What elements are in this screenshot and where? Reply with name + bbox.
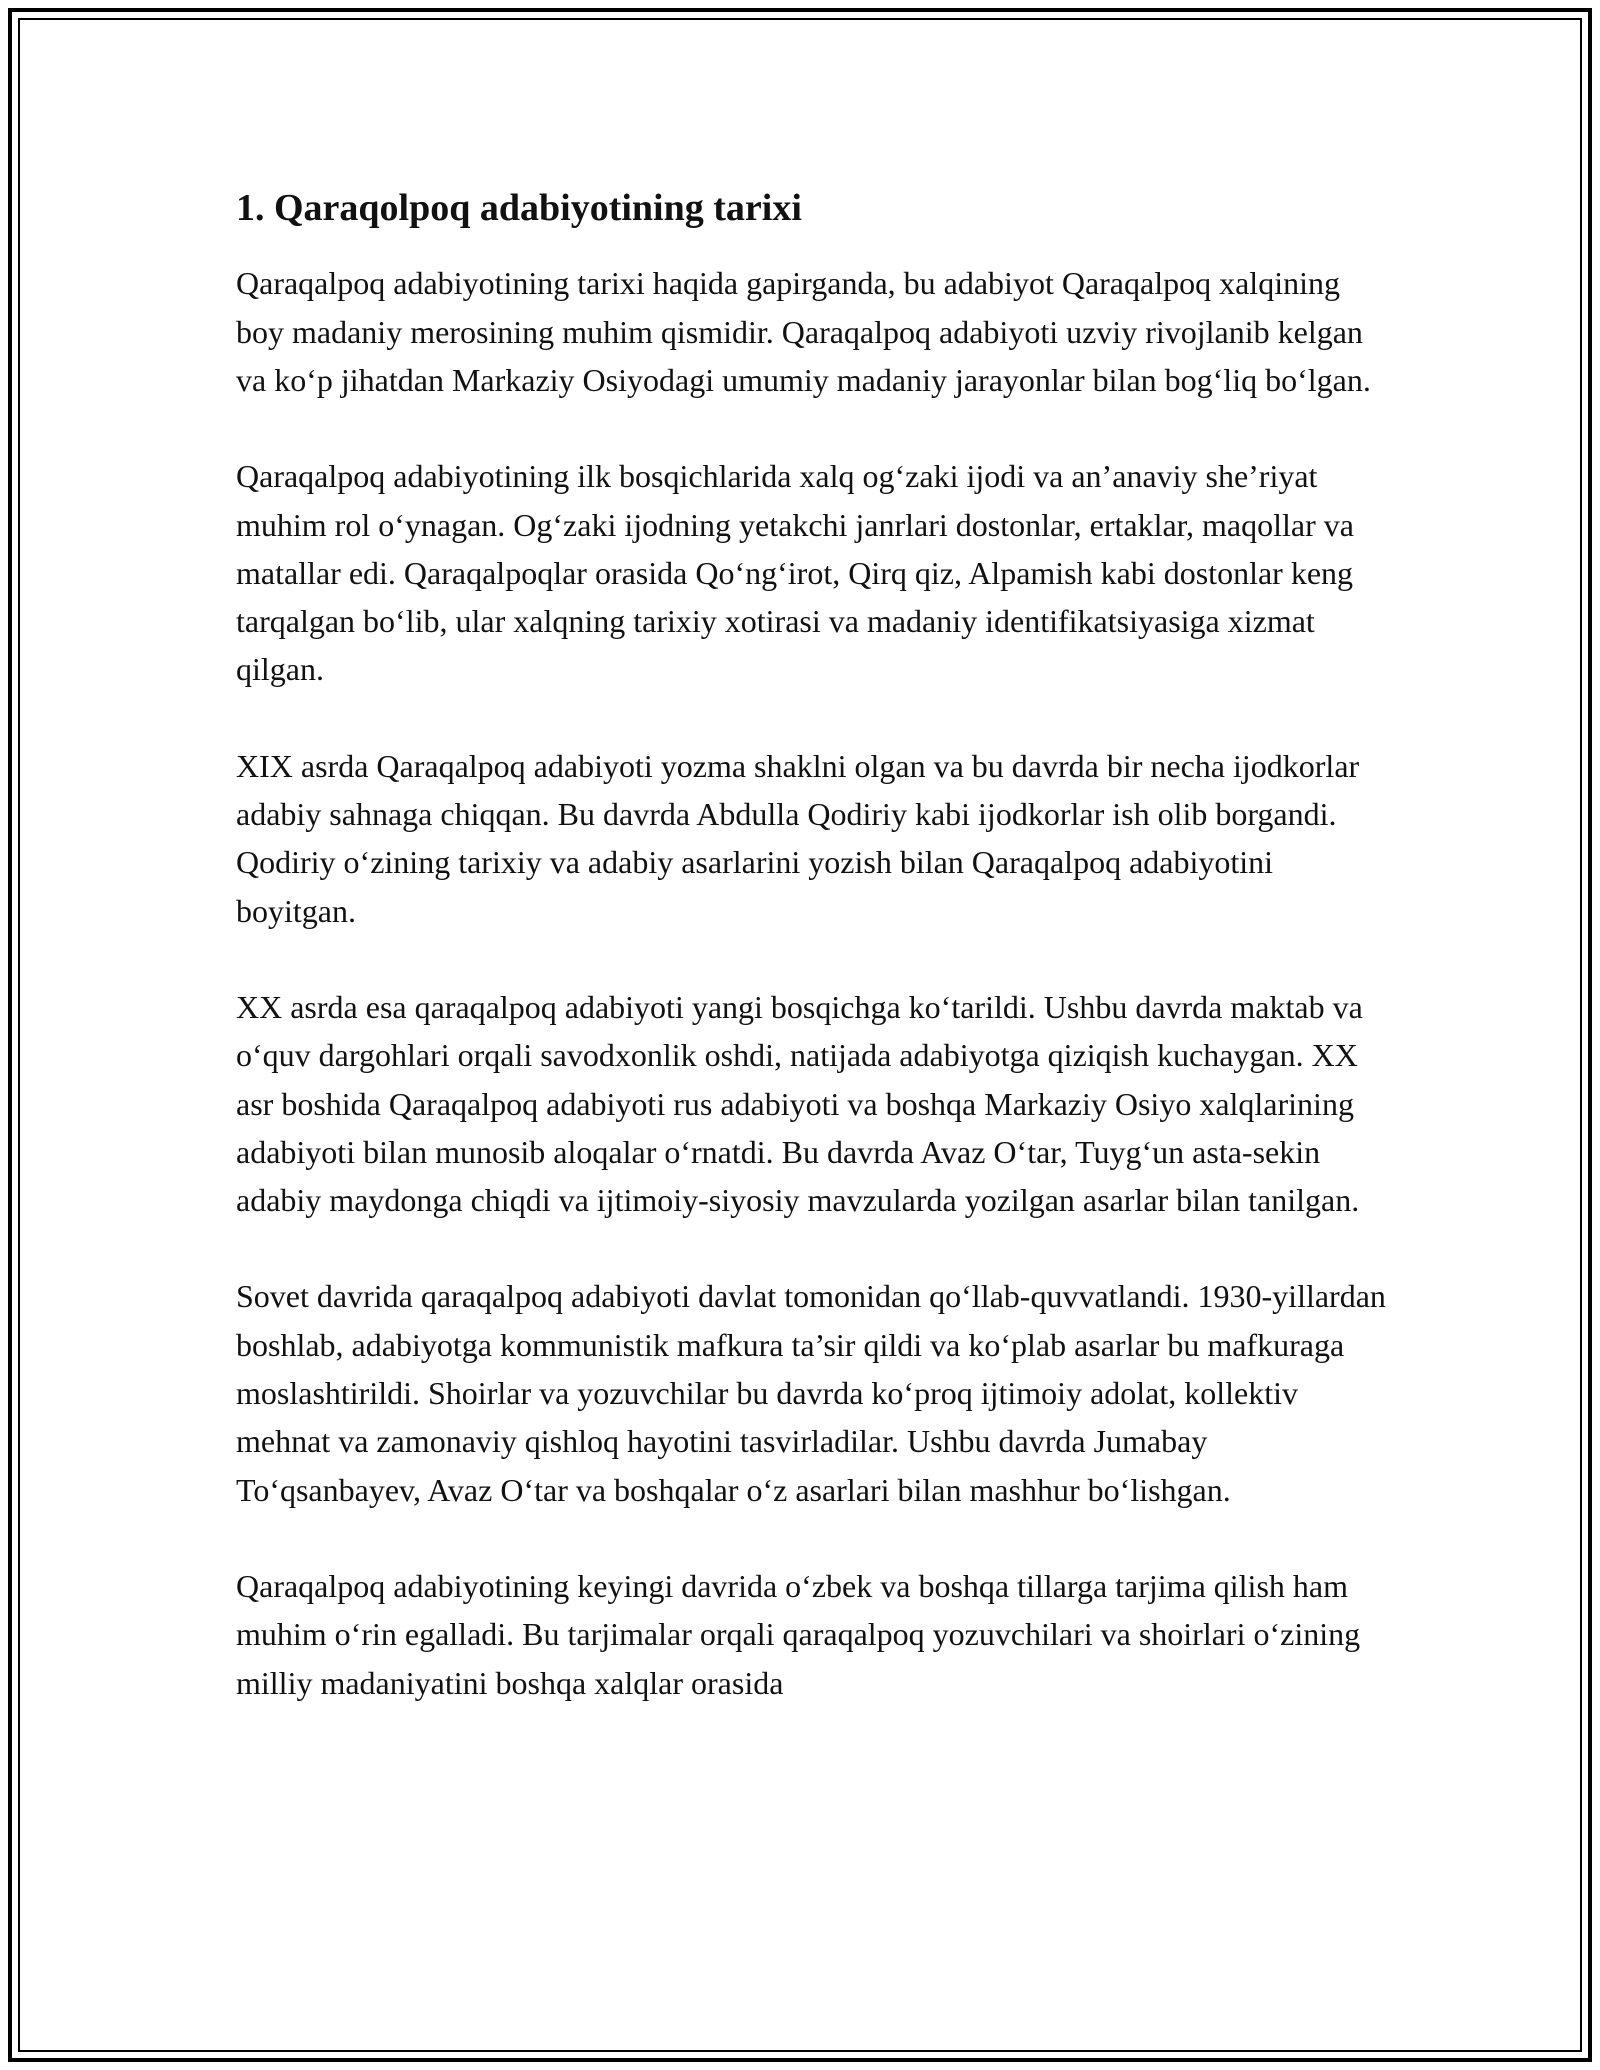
paragraph-5: Sovet davrida qaraqalpoq adabiyoti davlat tomonidan qo‘llab-quvvatlandi. 1930-yillardan boshlab, adabiyotga kommunistik mafkura ta’sir qildi va ko‘plab asarlar bu mafkuraga moslashtirildi. Shoirlar va yozuvchilar bu davrda ko‘proq ijtimoiy adolat, kollektiv mehnat va zamonaviy qishloq hayotini tasvirladilar. Ushbu davrda Jumabay To‘qsanbayev, Avaz O‘tar va boshqalar o‘z asarlari bilan mashhur bo‘lishgan.	[236, 1278, 1386, 1508]
section-heading: 1. Qaraqolpoq adabiyotining tarixi	[236, 187, 802, 229]
paragraph-4: XX asrda esa qaraqalpoq adabiyoti yangi bosqichga ko‘tarildi. Ushbu davrda maktab va o‘quv dargohlari orqali savodxonlik oshdi, natijada adabiyotga qiziqish kuchaygan. XX asr boshida Qaraqalpoq adabiyoti rus adabiyoti va boshqa Markaziy Osiyo xalqlarining adabiyoti bilan munosib aloqalar o‘rnatdi. Bu davrda Avaz O‘tar, Tuyg‘un asta-sekin adabiy maydonga chiqdi va ijtimoiy-siyosiy mavzularda yozilgan asarlar bilan tanilgan.	[236, 988, 1363, 1219]
paragraph-3: XIX asrda Qaraqalpoq adabiyoti yozma shaklni olgan va bu davrda bir necha ijodkorlar adabiy sahnaga chiqqan. Bu davrda Abdulla Qodiriy kabi ijodkorlar ish olib borgandi. Qodiriy o‘zining tarixiy va adabiy asarlarini yozish bilan Qaraqalpoq adabiyotini boyitgan.	[236, 747, 1360, 929]
paragraph-6: Qaraqalpoq adabiyotining keyingi davrida o‘zbek va boshqa tillarga tarjima qilish ham muhim o‘rin egalladi. Bu tarjimalar orqali qaraqalpoq yozuvchilari va shoirlari o‘zining milliy madaniyatini boshqa xalqlar orasida	[236, 1567, 1361, 1701]
paragraph-1: Qaraqalpoq adabiyotining tarixi haqida gapirganda, bu adabiyot Qaraqalpoq xalqining boy madaniy merosining muhim qismidir. Qaraqalpoq adabiyoti uzviy rivojlanib kelgan va ko‘p jihatdan Markaziy Osiyodagi umumiy madaniy jarayonlar bilan bog‘liq bo‘lgan.	[236, 265, 1371, 398]
document-body	[236, 184, 1386, 1755]
paragraph-2: Qaraqalpoq adabiyotining ilk bosqichlarida xalq og‘zaki ijodi va an’anaviy she’riyat muhim rol o‘ynagan. Og‘zaki ijodning yetakchi janrlari dostonlar, ertaklar, maqollar va matallar edi. Qaraqalpoqlar orasida Qo‘ng‘irot, Qirq qiz, Alpamish kabi dostonlar keng tarqalgan bo‘lib, ular xalqning tarixiy xotirasi va madaniy identifikatsiyasiga xizmat qilgan.	[236, 458, 1354, 688]
